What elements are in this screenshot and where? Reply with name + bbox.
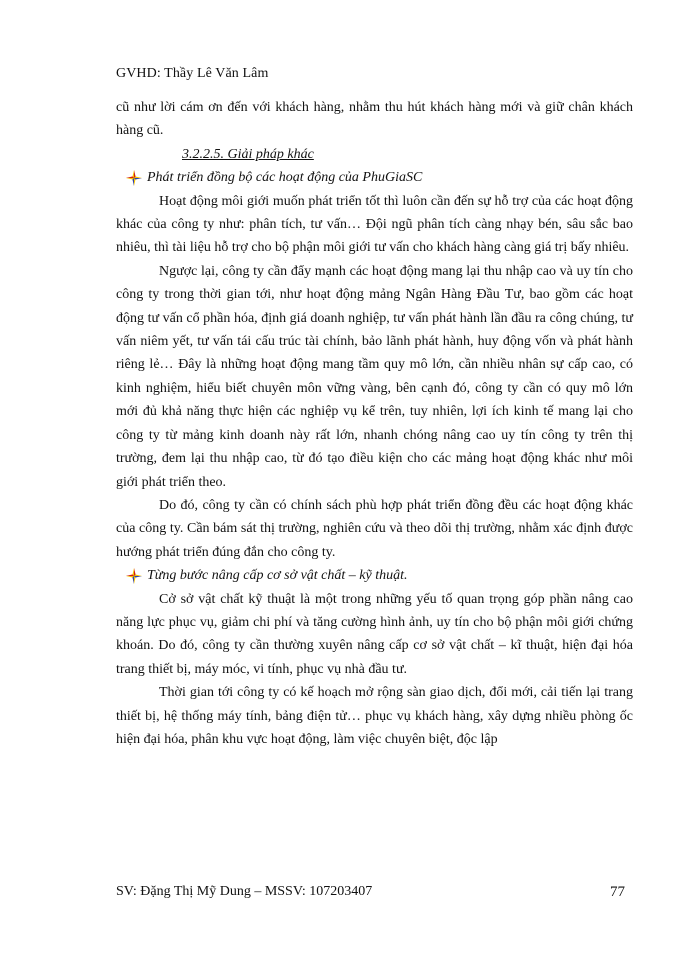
paragraph-4: Cở sở vật chất kỹ thuật là một trong những yếu tố quan trọng góp phần nâng cao năng lực phục vụ, giảm chi phí và tăng cường hình ảnh, uy tín cho bộ phận môi giới chứng khoán. Do đó, công ty cần thường xuyên nâng cấp cơ sở vật chất – kĩ thuật, hiện đại hóa trang thiết bị, máy móc, vi tính, phục vụ nhà đầu tư.: [116, 591, 633, 677]
paragraph-5: Thời gian tới công ty có kế hoạch mở rộng sàn giao dịch, đổi mới, cải tiến lại trang thiết bị, hệ thống máy tính, bảng điện tử… phục vụ khách hàng, xây dựng nhiều phòng ốc hiện đại hóa, phân khu vực hoạt động, làm việc chuyên biệt, độc lập: [116, 685, 633, 747]
bullet-heading-1: [116, 166, 633, 189]
paragraph-1: Hoạt động môi giới muốn phát triển tốt thì luôn cần đến sự hỗ trợ của các hoạt động khác của công ty như: phân tích, tư vấn… Đội ngũ phân tích càng nhạy bén, sâu sắc bao nhiêu, thì tài liệu hỗ trợ cho bộ phận môi giới tư vấn cho khách hàng càng giá trị bấy nhiêu.: [116, 193, 633, 256]
section-title: 3.2.2.5. Giải pháp khác: [182, 146, 314, 162]
bullet-heading-2-text: Từng bước nâng cấp cơ sở vật chất – kỹ thuật.: [147, 568, 408, 584]
paragraph-3: Do đó, công ty cần có chính sách phù hợp phát triển đồng đều các hoạt động khác của công ty. Cần bám sát thị trường, nghiên cứu và theo dõi thị trường, nhằm xác định được hướng phát triển đúng đắn cho công ty.: [116, 497, 633, 560]
bullet-heading-1-text: Phát triển đồng bộ các hoạt động của PhuGiaSC: [147, 170, 423, 186]
bullet-heading-2: [116, 564, 633, 587]
paragraph-2: Ngược lại, công ty cần đẩy mạnh các hoạt động mang lại thu nhập cao và uy tín cho công ty trong thời gian tới, như hoạt động mảng Ngân Hàng Đầu Tư, bao gồm các hoạt động tư vấn cổ phần hóa, định giá doanh nghiệp, tư vấn phát hành lần đầu ra công chúng, tư vấn niêm yết, tư vấn tái cấu trúc tài chính, bảo lãnh phát hành, huy động vốn và phát hành riêng lẻ… Đây là những hoạt động mang tầm quy mô lớn, cần nhiều nhân sự cấp cao, có kinh nghiệm, hiểu biết chuyên môn vững vàng, bên cạnh đó, công ty cần có quy mô lớn mới đủ khả năng thực hiện các nghiệp vụ kể trên, tuy nhiên, lợi ích kinh tế mang lại cho công ty từ mảng kinh doanh này rất lớn, nhanh chóng nâng cao uy tín công ty trên thị trường, đem lại thu nhập cao, từ đó tạo điều kiện cho các mảng hoạt động khác như môi giới phát triển theo.: [116, 263, 633, 490]
page-content: [116, 96, 633, 751]
lead-paragraph: cũ như lời cám ơn đến với khách hàng, nhằm thu hút khách hàng mới và giữ chân khách hàng cũ.: [116, 100, 633, 139]
star-bullet-icon: [126, 568, 142, 584]
star-bullet-icon: [126, 170, 142, 186]
page-header: GVHD: Thầy Lê Văn Lâm: [116, 66, 269, 81]
page-number: 77: [610, 884, 625, 900]
student-info: SV: Đặng Thị Mỹ Dung – MSSV: 107203407: [116, 884, 373, 899]
